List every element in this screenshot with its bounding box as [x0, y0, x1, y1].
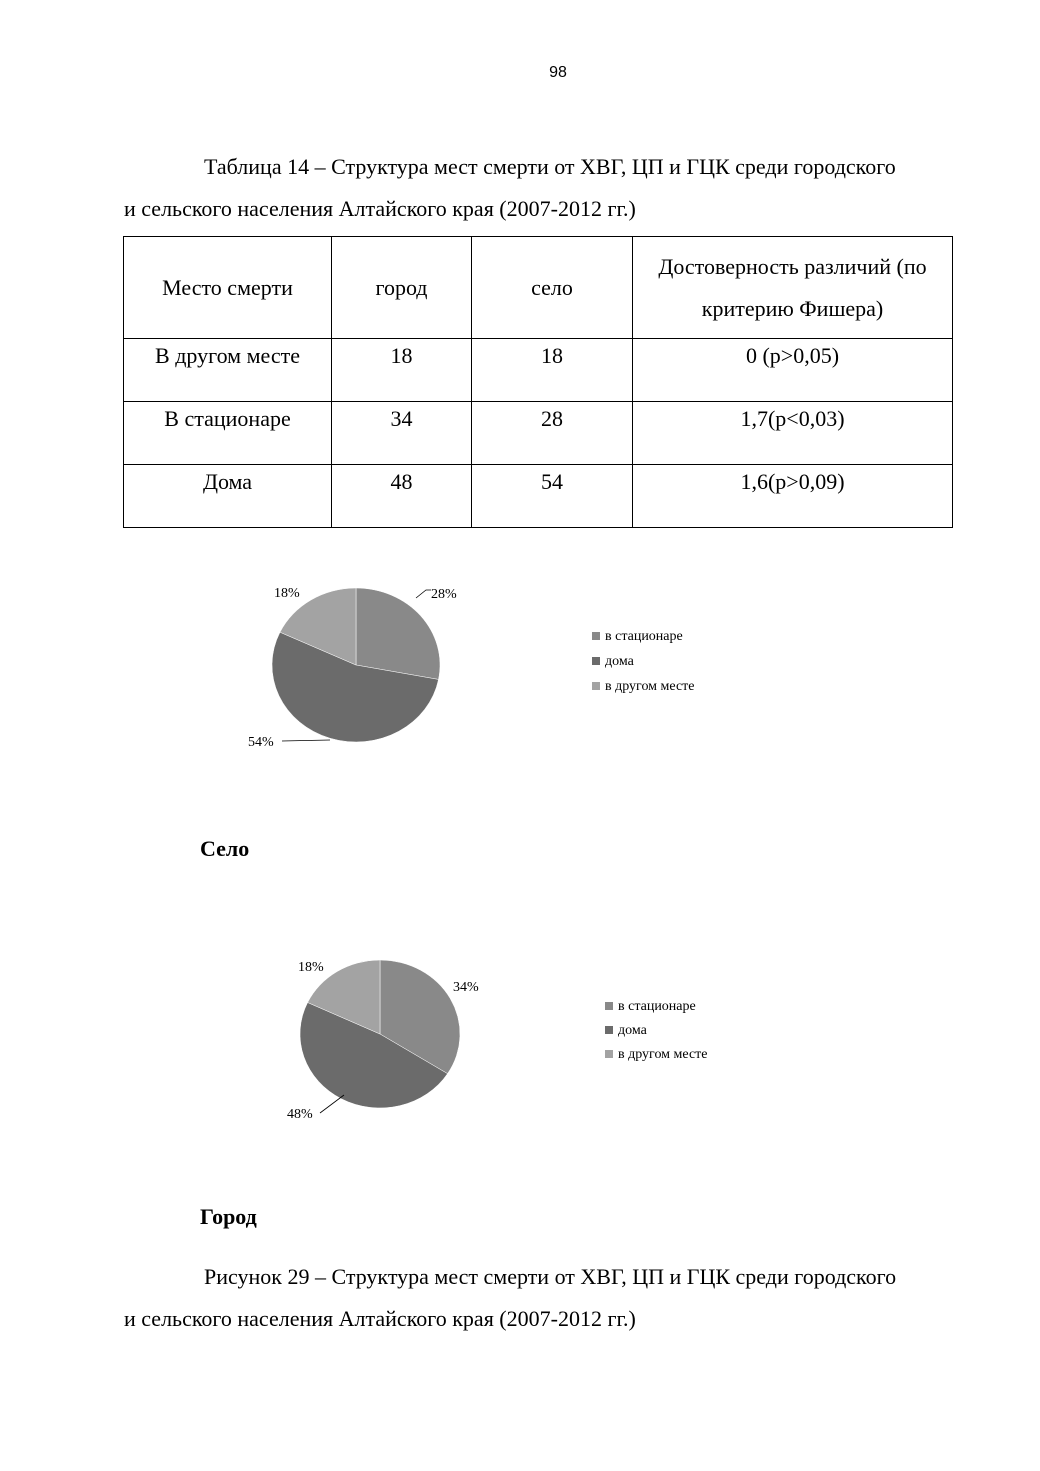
pie-chart-selo: [230, 570, 750, 770]
table-header-row: [124, 237, 953, 339]
figure-caption-line-1: Рисунок 29 – Структура мест смерти от ХВГ, ЦП и ГЦК среди городского: [204, 1264, 897, 1289]
chart-title-selo: Село: [200, 836, 250, 861]
leader-line: [320, 1095, 344, 1113]
legend-swatch: [592, 682, 600, 690]
figure-caption: [124, 1256, 994, 1340]
legend-label: дома: [605, 654, 634, 669]
table-cell: Дома: [124, 465, 332, 528]
data-label: 54%: [248, 735, 274, 750]
pie-chart-gorod: [260, 945, 760, 1135]
table-header-cell: Место смерти: [124, 237, 332, 339]
table-row: [124, 402, 953, 465]
table-header-cell: село: [472, 237, 633, 339]
table-cell: В стационаре: [124, 402, 332, 465]
table-header-cell: Достоверность различий (по критерию Фишера): [633, 237, 953, 339]
data-label: 34%: [453, 980, 479, 995]
chart-title-gorod: Город: [200, 1204, 257, 1229]
legend-label: в стационаре: [618, 999, 696, 1014]
leader-line: [282, 740, 330, 741]
table-caption: [124, 146, 994, 230]
table-row: [124, 465, 953, 528]
page-number: 98: [549, 64, 567, 81]
table-cell: В другом месте: [124, 339, 332, 402]
table-cell: 54: [472, 465, 633, 528]
data-label: 28%: [431, 587, 457, 602]
figure-caption-line-2: и сельского населения Алтайского края (2007-2012 гг.): [124, 1306, 636, 1331]
data-label: 18%: [274, 586, 300, 601]
table-cell: 28: [472, 402, 633, 465]
table-cell: 18: [332, 339, 472, 402]
table-cell: 48: [332, 465, 472, 528]
legend-swatch: [605, 1002, 613, 1010]
legend-label: в стационаре: [605, 629, 683, 644]
pie-slice-1: [356, 588, 440, 679]
pie-chart-selo-svg: [230, 570, 750, 770]
table-cell: 1,7(р<0,03): [633, 402, 953, 465]
table-header-cell: город: [332, 237, 472, 339]
legend-label: в другом месте: [618, 1047, 708, 1062]
table-cell: 34: [332, 402, 472, 465]
table-cell: 18: [472, 339, 633, 402]
table-row: [124, 339, 953, 402]
legend-swatch: [605, 1050, 613, 1058]
table-cell: 0 (р>0,05): [633, 339, 953, 402]
pie-chart-gorod-svg: [260, 945, 760, 1135]
data-label: 48%: [287, 1107, 313, 1122]
table-caption-line-1: Таблица 14 – Структура мест смерти от ХВГ, ЦП и ГЦК среди городского: [204, 154, 896, 179]
legend-swatch: [605, 1026, 613, 1034]
table-caption-line-2: и сельского населения Алтайского края (2007-2012 гг.): [124, 196, 636, 221]
legend-swatch: [592, 657, 600, 665]
legend-label: в другом месте: [605, 679, 695, 694]
legend-label: дома: [618, 1023, 647, 1038]
table-cell: 1,6(р>0,09): [633, 465, 953, 528]
death-place-table: [123, 236, 953, 528]
leader-line: [416, 590, 431, 598]
legend-swatch: [592, 632, 600, 640]
data-label: 18%: [298, 960, 324, 975]
